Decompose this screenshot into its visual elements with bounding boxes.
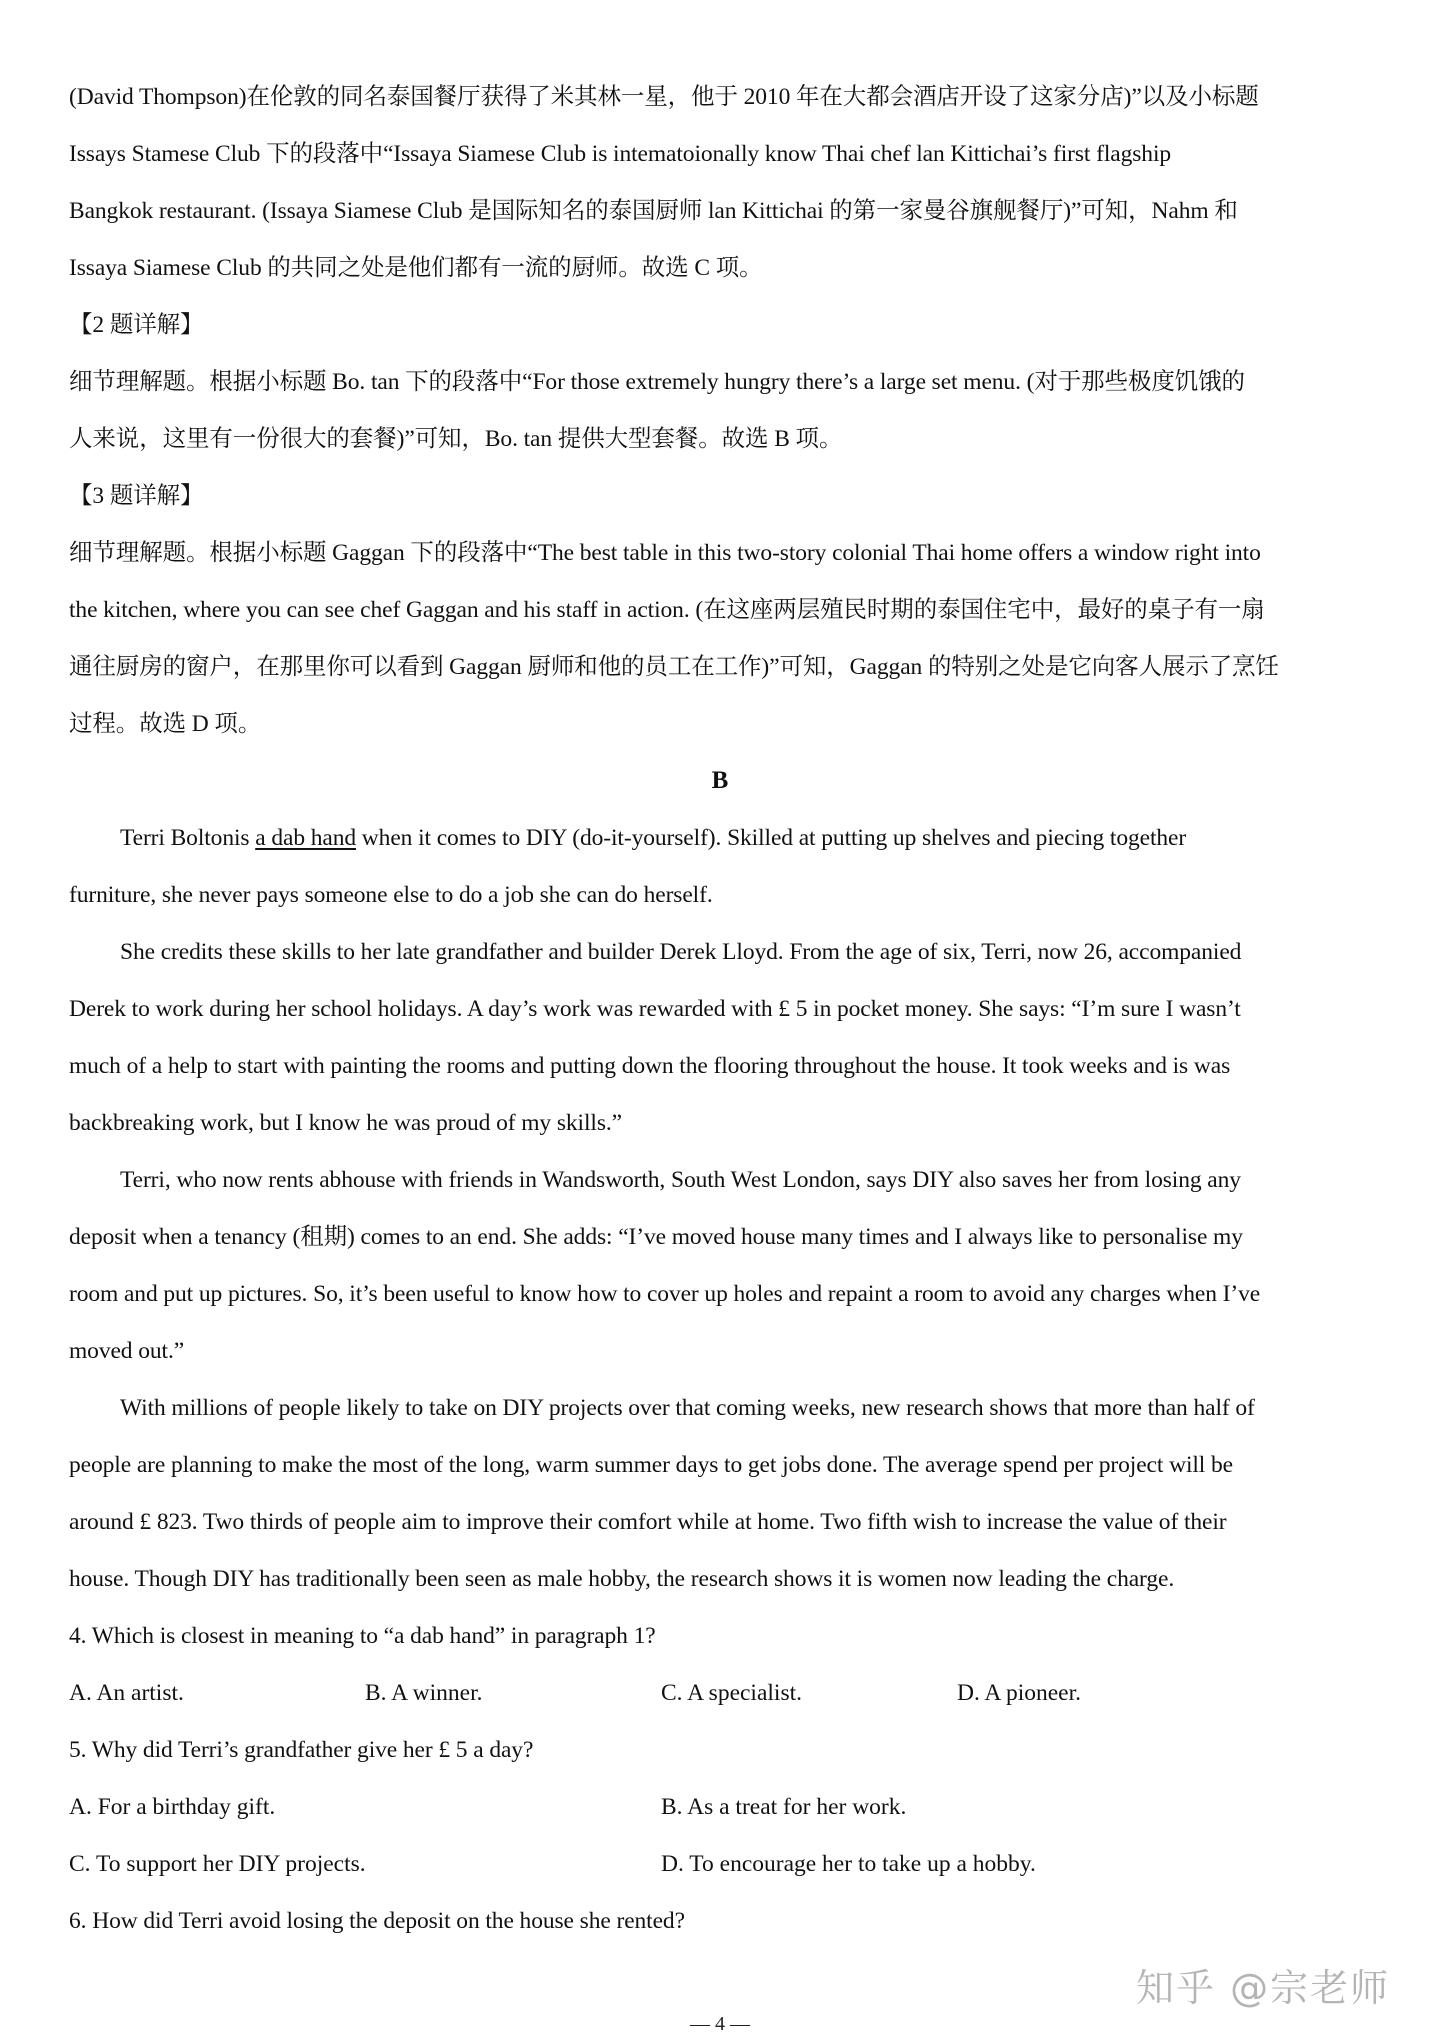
p1-text: when it comes to DIY (do-it-yourself). Skilled at putting up shelves and piecing together: [356, 825, 1187, 851]
passage-p2-line-3: much of a help to start with painting the rooms and putting down the flooring throughout the house. It took weeks and is was: [69, 1053, 1231, 1079]
passage-p4-line-3: around £ 823. Two thirds of people aim to improve their comfort while at home. Two fifth wish to increase the value of their: [69, 1509, 1227, 1535]
question-5-option-d: D. To encourage her to take up a hobby.: [661, 1851, 1036, 1877]
question-5-option-c: C. To support her DIY projects.: [69, 1851, 366, 1877]
q1-explanation-line-1: (David Thompson)在伦敦的同名泰国餐厅获得了米其林一星，他于 2010 年在大都会酒店开设了这家分店)”以及小标题: [69, 84, 1259, 110]
q3-explanation-line-1: 细节理解题。根据小标题 Gaggan 下的段落中“The best table in this two-story colonial Thai home offers a window right into: [69, 540, 1261, 566]
passage-p3-line-4: moved out.”: [69, 1338, 185, 1364]
question-4-option-c: C. A specialist.: [661, 1680, 802, 1706]
question-6-stem: 6. How did Terri avoid losing the deposit on the house she rented?: [69, 1908, 685, 1934]
q1-explanation-line-4: Issaya Siamese Club 的共同之处是他们都有一流的厨师。故选 C 项。: [69, 255, 763, 281]
passage-p2-line-1: She credits these skills to her late grandfather and builder Derek Lloyd. From the age of six, Terri, now 26, accompanied: [120, 939, 1242, 965]
passage-p1-line-2: furniture, she never pays someone else to do a job she can do herself.: [69, 882, 713, 908]
question-4-option-d: D. A pioneer.: [957, 1680, 1082, 1706]
passage-p2-line-4: backbreaking work, but I know he was proud of my skills.”: [69, 1110, 622, 1136]
passage-p1-line-1: [120, 823, 1186, 853]
q3-explanation-line-4: 过程。故选 D 项。: [69, 711, 262, 737]
passage-p3-line-2: deposit when a tenancy (租期) comes to an end. She adds: “I’ve moved house many times and I always like to personalise my: [69, 1224, 1243, 1250]
q3-heading: 【3 题详解】: [69, 483, 204, 509]
q3-explanation-line-3: 通往厨房的窗户，在那里你可以看到 Gaggan 厨师和他的员工在工作)”可知，Gaggan 的特别之处是它向客人展示了烹饪: [69, 654, 1279, 680]
question-5-option-a: A. For a birthday gift.: [69, 1794, 276, 1820]
passage-p4-line-1: With millions of people likely to take on DIY projects over that coming weeks, new research shows that more than half of: [120, 1395, 1255, 1421]
q3-explanation-line-2: the kitchen, where you can see chef Gaggan and his staff in action. (在这座两层殖民时期的泰国住宅中，最好的桌子有一扇: [69, 597, 1265, 623]
page-number: — 4 —: [690, 2013, 750, 2035]
underlined-phrase: a dab hand: [255, 825, 357, 851]
q1-explanation-line-3: Bangkok restaurant. (Issaya Siamese Club 是国际知名的泰国厨师 lan Kittichai 的第一家曼谷旗舰餐厅)”可知，Nahm 和: [69, 198, 1238, 224]
passage-p3-line-3: room and put up pictures. So, it’s been useful to know how to cover up holes and repaint a room to avoid any charges when I’ve: [69, 1281, 1261, 1307]
q2-explanation-line-2: 人来说，这里有一份很大的套餐)”可知，Bo. tan 提供大型套餐。故选 B 项。: [69, 426, 843, 452]
q2-heading: 【2 题详解】: [69, 312, 204, 338]
passage-p2-line-2: Derek to work during her school holidays. A day’s work was rewarded with £ 5 in pocket money. She says: “I’m sure I wasn’t: [69, 996, 1241, 1022]
watermark: 知乎 @宗老师: [1136, 1966, 1391, 2010]
question-4-option-b: B. A winner.: [365, 1680, 483, 1706]
q1-explanation-line-2: Issays Stamese Club 下的段落中“Issaya Siamese Club is intematoionally know Thai chef lan Kittichai’s first flagship: [69, 141, 1172, 167]
p1-text: Terri Boltonis: [120, 825, 256, 851]
passage-p3-line-1: Terri, who now rents abhouse with friends in Wandsworth, South West London, says DIY also saves her from losing any: [120, 1167, 1241, 1193]
question-4-option-a: A. An artist.: [69, 1680, 184, 1706]
section-b-title: B: [711, 767, 729, 794]
question-5-option-b: B. As a treat for her work.: [661, 1794, 907, 1820]
passage-p4-line-2: people are planning to make the most of the long, warm summer days to get jobs done. The average spend per project will be: [69, 1452, 1233, 1478]
question-5-stem: 5. Why did Terri’s grandfather give her £ 5 a day?: [69, 1737, 534, 1763]
question-4-stem: 4. Which is closest in meaning to “a dab hand” in paragraph 1?: [69, 1623, 656, 1649]
q2-explanation-line-1: 细节理解题。根据小标题 Bo. tan 下的段落中“For those extremely hungry there’s a large set menu. (对于那些极度饥饿的: [69, 369, 1245, 395]
passage-p4-line-4: house. Though DIY has traditionally been seen as male hobby, the research shows it is women now leading the charge.: [69, 1566, 1175, 1592]
